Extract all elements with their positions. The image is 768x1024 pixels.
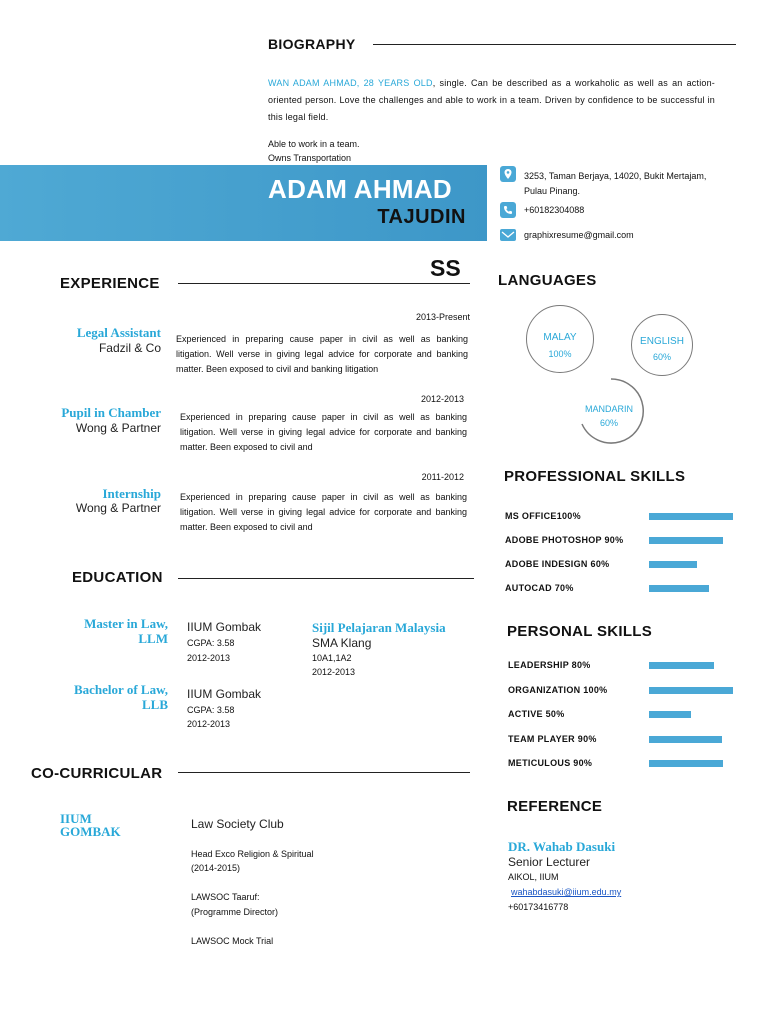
language-english-name: ENGLISH [640, 336, 684, 347]
job-2-title: Pupil in Chamber [61, 405, 161, 420]
education-1-school: IIUM Gombak [187, 620, 262, 634]
experience-divider [178, 283, 470, 284]
name-last: TAJUDIN [377, 206, 466, 228]
education-2-school: IIUM Gombak [187, 687, 262, 701]
job-3-description: Experienced in preparing cause paper in civil as well as banking litigation. Well verse in giving legal advice for corporate and banking matter. Been exposed to civil and [180, 492, 467, 532]
reference-phone: +60173416778 [508, 902, 569, 912]
reference-org: AIKOL, IIUM [508, 872, 559, 882]
phone-icon [500, 202, 516, 218]
education-1-title: Master in Law, LLM [84, 616, 168, 646]
education-3-years: 2012-2013 [312, 667, 356, 677]
education-1-cgpa: CGPA: 3.58 [187, 638, 235, 648]
education-3-school: SMA Klang [312, 636, 372, 650]
personal-skill-label: METICULOUS 90% [508, 758, 593, 768]
biography-line-3: Owns Transportation [268, 153, 352, 163]
education-1-years: 2012-2013 [187, 653, 231, 663]
cocurricular-divider [178, 772, 470, 773]
language-english-level: 60% [652, 352, 671, 362]
language-malay-name: MALAY [543, 332, 577, 343]
biography-heading: BIOGRAPHY [268, 36, 356, 52]
cocurricular-line-2: (2014-2015) [191, 863, 241, 873]
personal-skill-bar [649, 736, 722, 743]
contact-email: graphixresume@gmail.com [524, 230, 634, 240]
education-2-title: Bachelor of Law, LLB [73, 682, 168, 712]
reference-email-link[interactable]: wahabdasuki@iium.edu.my [511, 887, 622, 897]
job-2-org: Wong & Partner [75, 421, 161, 435]
professional-skill-label: ADOBE PHOTOSHOP 90% [505, 535, 624, 545]
language-mandarin-name: MANDARIN [584, 404, 633, 414]
job-3-title: Internship [102, 486, 161, 501]
professional-skill-label: AUTOCAD 70% [505, 583, 574, 593]
job-1-description: Experienced in preparing cause paper in civil as well as banking litigation. Well verse in giving legal advice for corporate and banking matter. Been exposed to civil and banking litigation [176, 334, 468, 374]
job-1-date: 2013-Present [415, 312, 470, 322]
education-3-grades: 10A1,1A2 [312, 653, 352, 663]
biography-divider [373, 44, 736, 45]
biography-intro-highlight: WAN ADAM AHMAD, 28 YEARS OLD [268, 78, 433, 88]
location-icon [500, 166, 516, 182]
personal-skill-label: ACTIVE 50% [508, 709, 565, 719]
personal-skill-bar [649, 760, 723, 767]
cocurricular-club: Law Society Club [191, 817, 284, 831]
personal-skill-bar [649, 687, 733, 694]
personal-skill-label: LEADERSHIP 80% [508, 660, 591, 670]
stray-text: SS [430, 255, 461, 281]
languages-heading: LANGUAGES [498, 272, 597, 289]
education-divider [178, 578, 474, 579]
personal-skill-label: ORGANIZATION 100% [508, 684, 608, 695]
professional-skill-bar [649, 513, 733, 520]
job-2-date: 2012-2013 [420, 394, 464, 404]
biography-text [268, 75, 715, 126]
job-1-org: Fadzil & Co [98, 341, 161, 355]
personal-skill-bar [649, 711, 691, 718]
reference-position: Senior Lecturer [508, 855, 591, 869]
cocurricular-line-4: (Programme Director) [191, 907, 279, 917]
job-3-org: Wong & Partner [75, 501, 161, 515]
professional-skill-bar [649, 561, 697, 568]
biography-line-2: Able to work in a team. [268, 139, 360, 149]
cocurricular-line-1: Head Exco Religion & Spiritual [191, 849, 314, 859]
personal-skill-label: TEAM PLAYER 90% [508, 733, 597, 744]
professional-skills-heading: PROFESSIONAL SKILLS [504, 468, 686, 485]
education-heading: EDUCATION [72, 569, 163, 586]
job-3-date: 2011-2012 [421, 472, 464, 482]
professional-skill-label: MS OFFICE100% [505, 511, 581, 521]
biography-intro-rest: , single. Can be described as a workaholic as well as an action-oriented person. Love the challenges and able to work in a team. Driven by confidence to be successful in this legal field. [268, 78, 715, 122]
education-3-title: Sijil Pelajaran Malaysia [312, 620, 446, 635]
personal-skills-heading: PERSONAL SKILLS [507, 623, 653, 640]
name-first: ADAM AHMAD [268, 174, 453, 204]
personal-skill-bar [649, 662, 714, 669]
cocurricular-line-5: LAWSOC Mock Trial [191, 936, 274, 946]
email-icon [500, 229, 516, 241]
cocurricular-heading: CO-CURRICULAR [31, 765, 163, 782]
language-mandarin-level: 60% [599, 418, 618, 428]
cocurricular-org: IIUM GOMBAK [60, 812, 121, 837]
reference-heading: REFERENCE [507, 798, 603, 815]
contact-phone: +60182304088 [524, 205, 585, 215]
professional-skill-label: ADOBE INDESIGN 60% [505, 559, 610, 569]
job-2-description: Experienced in preparing cause paper in civil as well as banking litigation. Well verse in giving legal advice for corporate and banking matter. Been exposed to civil and [180, 412, 467, 452]
language-malay-level: 100% [548, 349, 572, 359]
education-2-years: 2012-2013 [187, 719, 231, 729]
professional-skill-bar [649, 585, 709, 592]
professional-skill-bar [649, 537, 723, 544]
experience-heading: EXPERIENCE [60, 275, 160, 292]
contact-address: 3253, Taman Berjaya, 14020, Bukit Mertajam, Pulau Pinang. [524, 171, 707, 196]
reference-name: DR. Wahab Dasuki [508, 839, 616, 854]
job-1-title: Legal Assistant [76, 325, 161, 340]
education-2-cgpa: CGPA: 3.58 [187, 705, 235, 715]
cocurricular-line-3: LAWSOC Taaruf: [191, 892, 260, 902]
